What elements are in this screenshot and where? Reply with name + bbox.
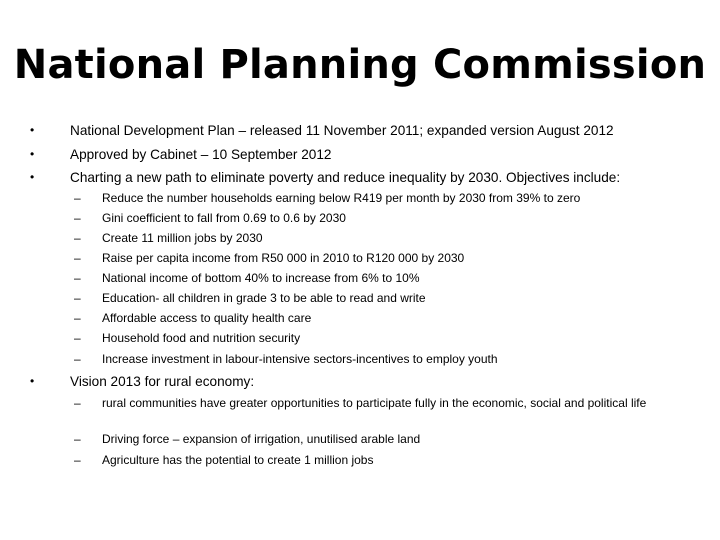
objective-text: Education- all children in grade 3 to be able to read and write (102, 291, 426, 305)
vision-text: Driving force – expansion of irrigation, unutilised arable land (102, 432, 421, 446)
dash-marker: – (74, 432, 81, 446)
objective-text: Raise per capita income from R50 000 in 2010 to R120 000 by 2030 (102, 251, 465, 265)
dash-marker: – (74, 396, 81, 410)
objective-text: Increase investment in labour-intensive sectors-incentives to employ youth (102, 352, 498, 366)
objective-text: Create 11 million jobs by 2030 (102, 231, 263, 245)
vision-text: rural communities have greater opportunities to participate fully in the economic, social and political life (102, 396, 647, 410)
objective-text: Gini coefficient to fall from 0.69 to 0.6 by 2030 (102, 211, 346, 225)
slide-title: National Planning Commission (13, 42, 707, 88)
objective-text: Affordable access to quality health care (102, 311, 312, 325)
bullet-text: Approved by Cabinet – 10 September 2012 (70, 147, 332, 162)
bullet-marker: • (30, 123, 35, 137)
objective-text: National income of bottom 40% to increase from 6% to 10% (102, 271, 420, 285)
dash-marker: – (74, 251, 81, 265)
bullet-marker: • (30, 147, 35, 161)
objective-text: Household food and nutrition security (102, 331, 301, 345)
bullet-marker: • (30, 374, 35, 388)
bullet-text: Charting a new path to eliminate poverty and reduce inequality by 2030. Objectives include: (70, 170, 621, 185)
dash-marker: – (74, 191, 81, 205)
dash-marker: – (74, 331, 81, 345)
dash-marker: – (74, 231, 81, 245)
dash-marker: – (74, 211, 81, 225)
vision-text: Agriculture has the potential to create 1 million jobs (102, 453, 374, 467)
bullet-text: Vision 2013 for rural economy: (70, 374, 255, 389)
dash-marker: – (74, 352, 81, 366)
dash-marker: – (74, 291, 81, 305)
objective-text: Reduce the number households earning below R419 per month by 2030 from 39% to zero (102, 191, 581, 205)
dash-marker: – (74, 453, 81, 467)
dash-marker: – (74, 311, 81, 325)
bullet-marker: • (30, 170, 35, 184)
dash-marker: – (74, 271, 81, 285)
bullet-text: National Development Plan – released 11 November 2011; expanded version August 2012 (70, 123, 614, 138)
